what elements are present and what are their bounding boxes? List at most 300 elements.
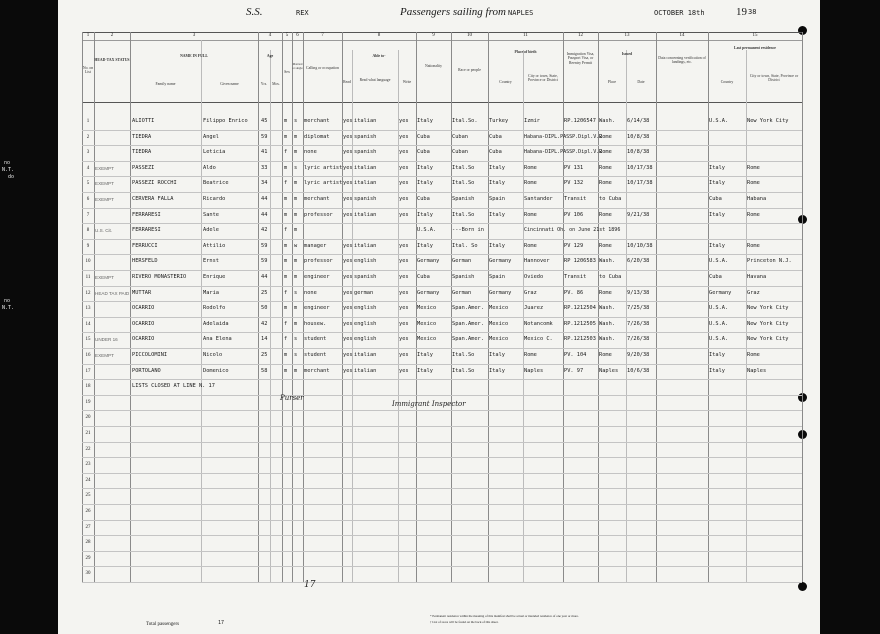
header-nationality: Nationality: [424, 64, 443, 68]
sex: m: [284, 211, 288, 218]
header-language: Read what language: [359, 78, 391, 82]
issued-place: Rome: [599, 352, 612, 358]
residence-country: Cuba: [709, 274, 722, 280]
issued-date: 6/14/38: [627, 118, 650, 124]
margin-note: N.T.: [2, 167, 15, 173]
marital-status: m: [294, 274, 298, 280]
family-name: ALIOTTI: [132, 118, 155, 124]
nationality: Italy: [417, 352, 433, 358]
margin-note: N.T.: [2, 305, 15, 311]
issued-date: 9/21/38: [627, 211, 650, 218]
inspector-signature: Immigrant Inspector: [392, 400, 466, 408]
birth-city: Izmir: [524, 118, 540, 124]
nationality: Italy: [417, 242, 433, 249]
issued-place: to Cuba: [599, 196, 622, 202]
age: 25: [261, 352, 268, 358]
residence-city: Graz: [747, 289, 760, 296]
row-rule: [82, 410, 802, 411]
column-number: 2: [110, 33, 114, 38]
language: spanish: [354, 149, 377, 156]
marital-status: m: [294, 211, 298, 218]
head-tax-status: HEAD TAX PAID: [95, 290, 129, 296]
ss-label: S.S.: [246, 6, 263, 18]
residence-city: Rome: [747, 180, 760, 187]
given-name: Ernst: [203, 258, 219, 265]
language: italian: [354, 211, 377, 218]
can-read: yes: [343, 258, 353, 265]
issued-place: Wash.: [599, 118, 615, 124]
race: Ital. So: [452, 242, 478, 249]
visa-number: Transit: [564, 196, 587, 202]
head-tax-status: UNDER 16: [95, 337, 118, 343]
header-issued-date: Date: [637, 80, 645, 84]
birth-country: Mexico: [489, 320, 509, 327]
birth-country: Italy: [489, 367, 505, 374]
nationality: Cuba: [417, 196, 430, 202]
occupation: student: [304, 352, 327, 358]
column-number: 11: [523, 33, 528, 38]
row-number: 1: [86, 119, 90, 124]
nationality: Cuba: [417, 133, 430, 140]
row-number: 26: [85, 509, 91, 514]
occupation: manager: [304, 242, 327, 249]
column-number: 14: [679, 33, 685, 38]
row-rule: [82, 504, 802, 505]
row-rule: [82, 239, 802, 240]
header-able-to: Able to-: [372, 54, 386, 58]
residence-country: Germany: [709, 289, 732, 296]
column-number: 9: [432, 33, 435, 38]
nationality: Mexico: [417, 336, 437, 343]
nationality: Mexico: [417, 320, 437, 327]
race: Cuban: [452, 149, 468, 156]
row-rule: [82, 254, 802, 255]
margin-note: no: [4, 298, 11, 304]
residence-country: U.S.A.: [709, 258, 729, 265]
marital-status: s: [294, 164, 298, 171]
issued-place: Wash.: [599, 336, 615, 343]
marital-status: m: [294, 133, 298, 140]
visa-number: RP 1206583: [564, 258, 596, 265]
given-name: Enrique: [203, 274, 226, 280]
given-name: Sante: [203, 211, 219, 218]
visa-number: PV 106: [564, 211, 584, 218]
can-write: yes: [399, 352, 409, 358]
can-read: yes: [343, 289, 353, 296]
issued-place: Rome: [599, 289, 612, 296]
marital-status: s: [294, 336, 298, 343]
language: italian: [354, 118, 377, 124]
sex: m: [284, 133, 288, 140]
can-read: yes: [343, 242, 353, 249]
birth-country: Cuba: [489, 133, 502, 140]
residence-city: Rome: [747, 211, 760, 218]
row-rule: [82, 145, 802, 146]
language: spanish: [354, 196, 377, 202]
family-name: OCARRIO: [132, 305, 155, 312]
visa-number: PV 129: [564, 242, 584, 249]
can-read: yes: [343, 352, 353, 358]
residence-city: Rome: [747, 164, 760, 171]
header-place-of-birth: Place of birth: [514, 50, 537, 54]
age: 34: [261, 180, 268, 187]
sex: m: [284, 196, 288, 202]
residence-country: U.S.A.: [709, 336, 729, 343]
birth-country: Turkey: [489, 118, 509, 124]
row-number: 30: [85, 571, 91, 577]
race: Span.Amer.: [452, 336, 484, 343]
header-landings: Data concerning verification of landings, etc.: [658, 56, 706, 65]
occupation: engineer: [304, 274, 330, 280]
issued-place: Rome: [599, 149, 612, 156]
row-rule: [82, 348, 802, 349]
residence-country: U.S.A.: [709, 118, 729, 124]
row-number: 11: [85, 275, 91, 280]
given-name: Leticia: [203, 149, 226, 156]
birth-country: Mexico: [489, 305, 509, 312]
marital-status: m: [294, 320, 298, 327]
family-name: PORTOLANO: [132, 367, 161, 374]
row-rule: [82, 473, 802, 474]
given-name: Angel: [203, 133, 219, 140]
residence-country: Italy: [709, 242, 725, 249]
issued-date: 10/8/38: [627, 133, 650, 140]
head-tax-status: EXEMPT: [95, 353, 114, 358]
can-write: yes: [399, 149, 409, 156]
visa-number: PV. 104: [564, 352, 587, 358]
issued-place: Rome: [599, 211, 612, 218]
column-number: 3: [192, 33, 196, 38]
occupation: none: [304, 289, 317, 296]
occupation: none: [304, 149, 317, 156]
residence-city: New York City: [747, 336, 789, 343]
manifest-header: [58, 6, 820, 22]
header-birth-city: City or town, State, Province or District: [528, 74, 558, 83]
residence-city: Naples: [747, 367, 767, 374]
occupation: professor: [304, 258, 333, 265]
given-name: Maria: [203, 289, 219, 296]
row-rule: [82, 457, 802, 458]
marital-status: m: [294, 149, 298, 156]
nationality: Germany: [417, 289, 440, 296]
race: Ital.So: [452, 352, 475, 358]
can-write: yes: [399, 289, 409, 296]
header-last-residence: Last permanent residence: [734, 46, 776, 50]
passengers-from-label: Passengers sailing from: [400, 6, 506, 18]
given-name: Nicolo: [203, 352, 223, 358]
family-name: MUTTAR: [132, 289, 152, 296]
row-number: 8: [86, 228, 90, 234]
language: english: [354, 320, 377, 327]
residence-country: Cuba: [709, 196, 722, 202]
row-number: 3: [86, 150, 90, 156]
birth-country: Spain: [489, 274, 505, 280]
issued-date: 9/13/38: [627, 289, 650, 296]
age: 25: [261, 289, 268, 296]
issued-place: Rome: [599, 180, 612, 187]
nationality: Italy: [417, 211, 433, 218]
column-number: 13: [624, 33, 630, 38]
language: english: [354, 305, 377, 312]
family-name: OCARRIO: [132, 320, 155, 327]
issued-place: to Cuba: [599, 274, 622, 280]
head-tax-status: U.S. Cit.: [95, 228, 113, 234]
column-number: 4: [268, 33, 272, 38]
header-read: Read: [343, 80, 351, 84]
row-rule: [82, 551, 802, 552]
can-write: yes: [399, 180, 409, 187]
birth-city: Naples: [524, 367, 544, 374]
issued-date: 6/20/38: [627, 258, 650, 265]
nationality: Mexico: [417, 305, 437, 312]
margin-note: do: [8, 174, 15, 180]
row-number: 6: [86, 197, 90, 202]
row-rule: [82, 426, 802, 427]
column-number: 7: [321, 33, 324, 38]
row-rule: [82, 535, 802, 536]
header-birth-country: Country: [499, 80, 512, 84]
row-number: 15: [85, 337, 91, 343]
marital-status: s: [294, 118, 298, 124]
occupation: lyric artist: [304, 180, 343, 187]
row-rule: [82, 176, 802, 177]
header-age: Age: [266, 54, 274, 58]
column-number: 10: [467, 33, 472, 38]
family-name: PASSEZI: [132, 164, 155, 171]
visa-number: PV. 97: [564, 367, 584, 374]
age: 42: [261, 227, 268, 234]
birth-country: Italy: [489, 164, 505, 171]
race: Ital.So: [452, 211, 475, 218]
birth-city: Santander: [524, 196, 553, 202]
given-name: Adelaida: [203, 320, 229, 327]
row-rule: [82, 364, 802, 365]
nationality: Italy: [417, 180, 433, 187]
head-tax-status: EXEMPT: [95, 275, 114, 280]
occupation: diplomat: [304, 133, 330, 140]
can-read: yes: [343, 164, 353, 171]
language: english: [354, 336, 377, 343]
given-name: Rodolfo: [203, 305, 226, 312]
birth-city: Rome: [524, 242, 537, 249]
race: Ital.So: [452, 180, 475, 187]
occupation: housew.: [304, 320, 327, 327]
residence-city: Habana: [747, 196, 767, 202]
race: German: [452, 258, 472, 265]
family-name: TIEDRA: [132, 149, 152, 156]
can-read: yes: [343, 196, 353, 202]
marital-status: m: [294, 180, 298, 187]
row-number: 20: [85, 415, 91, 421]
row-rule: [82, 223, 802, 224]
row-number: 16: [85, 353, 91, 358]
age: 59: [261, 133, 268, 140]
marital-status: m: [294, 258, 298, 265]
residence-city: Rome: [747, 242, 760, 249]
family-name: TIEDRA: [132, 133, 152, 140]
year-prefix: 19: [736, 6, 747, 18]
residence-city: New York City: [747, 305, 789, 312]
race: Ital.So.: [452, 118, 478, 124]
birth-country: Spain: [489, 196, 505, 202]
header-head-tax: HEAD-TAX STATUS: [94, 58, 130, 62]
row-rule: [82, 270, 802, 271]
sex: m: [284, 164, 288, 171]
birth-city: Graz: [524, 289, 537, 296]
language: spanish: [354, 133, 377, 140]
header-family-name: Family name: [155, 82, 176, 86]
issued-date: 10/17/38: [627, 180, 653, 187]
issued-date: 7/26/38: [627, 320, 650, 327]
can-write: yes: [399, 211, 409, 218]
nationality: Cuba: [417, 274, 430, 280]
sex: f: [284, 227, 288, 234]
marital-status: m: [294, 305, 298, 312]
marital-status: s: [294, 289, 298, 296]
language: italian: [354, 164, 377, 171]
can-read: yes: [343, 336, 353, 343]
issued-date: 10/8/38: [627, 149, 650, 156]
column-number: 12: [578, 33, 583, 38]
row-number: 19: [85, 399, 91, 405]
residence-country: Italy: [709, 164, 725, 171]
residence-country: Italy: [709, 367, 725, 374]
occupation: engineer: [304, 305, 330, 312]
birth-city: Habana-DIPL.PASSP.Dipl.V.2: [524, 133, 603, 140]
head-tax-status: EXEMPT: [95, 197, 114, 202]
header-mos: Mos.: [272, 82, 280, 86]
row-number: 18: [85, 384, 91, 390]
header-issued: Issued: [621, 52, 633, 56]
birth-city: Juarez: [524, 305, 544, 312]
visa-number: RP.1206547: [564, 118, 596, 124]
language: italian: [354, 367, 377, 374]
can-write: yes: [399, 320, 409, 327]
birth-country: Italy: [489, 211, 505, 218]
header-yrs: Yrs.: [260, 82, 268, 86]
total-passengers-value: 17: [218, 620, 225, 626]
family-name: PASSEZI ROCCHI: [132, 180, 177, 187]
language: spanish: [354, 274, 377, 280]
row-rule: [82, 379, 802, 380]
language: italian: [354, 180, 377, 187]
race: Spanish: [452, 274, 475, 280]
race: German: [452, 289, 472, 296]
row-rule: [82, 130, 802, 131]
family-name: FERRUCCI: [132, 242, 158, 249]
row-number: 23: [85, 462, 91, 468]
residence-country: Italy: [709, 211, 725, 218]
total-passengers-label: Total passengers: [146, 622, 180, 627]
residence-city: Rome: [747, 352, 760, 358]
row-number: 21: [85, 431, 91, 436]
can-write: yes: [399, 274, 409, 280]
sex: m: [284, 305, 288, 312]
can-write: yes: [399, 196, 409, 202]
race: Cuban: [452, 133, 468, 140]
column-number: 5: [285, 33, 289, 38]
column-number: 15: [752, 33, 758, 38]
row-number: 29: [85, 555, 91, 561]
issued-date: 10/17/38: [627, 164, 653, 171]
marital-status: m: [294, 196, 298, 202]
row-number: 10: [85, 259, 91, 265]
issued-place: Naples: [599, 367, 619, 374]
birth-city: Cincinnati Oh. on June 21st 1896: [524, 227, 621, 234]
can-write: yes: [399, 242, 409, 249]
visa-number: PV. 86: [564, 289, 584, 296]
header-res-city: City or town, State, Province or District: [749, 74, 799, 83]
residence-city: New York City: [747, 320, 789, 327]
family-name: FERRARESI: [132, 227, 161, 234]
can-read: yes: [343, 118, 353, 124]
given-name: Aldo: [203, 164, 216, 171]
birth-country: Cuba: [489, 149, 502, 156]
language: italian: [354, 242, 377, 249]
row-rule: [82, 488, 802, 489]
row-number: 28: [85, 540, 91, 546]
header-name-in-full: NAME IN FULL: [180, 54, 208, 58]
marital-status: m: [294, 367, 298, 374]
issued-place: Wash.: [599, 320, 615, 327]
birth-city: Rome: [524, 211, 537, 218]
issued-date: 7/26/38: [627, 336, 650, 343]
ship-name: REX: [296, 9, 309, 17]
can-write: yes: [399, 164, 409, 171]
header-write: Write: [402, 80, 412, 84]
age: 41: [261, 149, 268, 156]
can-read: yes: [343, 320, 353, 327]
birth-city: Rome: [524, 180, 537, 187]
age: 33: [261, 164, 268, 171]
can-read: yes: [343, 211, 353, 218]
column-number: 1: [86, 33, 90, 38]
race: Ital.So: [452, 164, 475, 171]
birth-country: Italy: [489, 352, 505, 358]
sex: f: [284, 336, 288, 343]
age: 59: [261, 242, 268, 249]
birth-city: Rome: [524, 352, 537, 358]
handwritten-total: 17: [304, 580, 316, 590]
visa-number: RP.1212505: [564, 320, 596, 327]
head-tax-status: EXEMPT: [95, 181, 114, 187]
header-no-on-list: No. on List: [82, 66, 94, 75]
family-name: LISTS CLOSED AT LINE N. 17: [132, 383, 215, 390]
purser-signature: Purser: [280, 394, 304, 402]
visa-number: RP.1212503: [564, 336, 596, 343]
birth-country: Italy: [489, 242, 505, 249]
column-number: 8: [377, 33, 381, 38]
footnote-races: † List of races will be found on the back of this sheet.: [430, 620, 499, 624]
row-number: 22: [85, 446, 91, 452]
row-number: 7: [86, 212, 90, 218]
residence-country: Italy: [709, 180, 725, 187]
age: 59: [261, 258, 268, 265]
row-rule: [82, 520, 802, 521]
row-number: 5: [86, 181, 90, 187]
header-sex: Sex: [284, 70, 290, 74]
row-number: 9: [86, 243, 90, 249]
issued-date: 10/10/38: [627, 242, 653, 249]
age: 42: [261, 320, 268, 327]
family-name: HERSFELD: [132, 258, 158, 265]
header-issued-place: Place: [607, 80, 617, 84]
occupation: student: [304, 336, 327, 343]
header-married: Married or single: [292, 62, 303, 71]
can-write: yes: [399, 258, 409, 265]
row-rule: [82, 317, 802, 318]
residence-city: New York City: [747, 118, 789, 124]
